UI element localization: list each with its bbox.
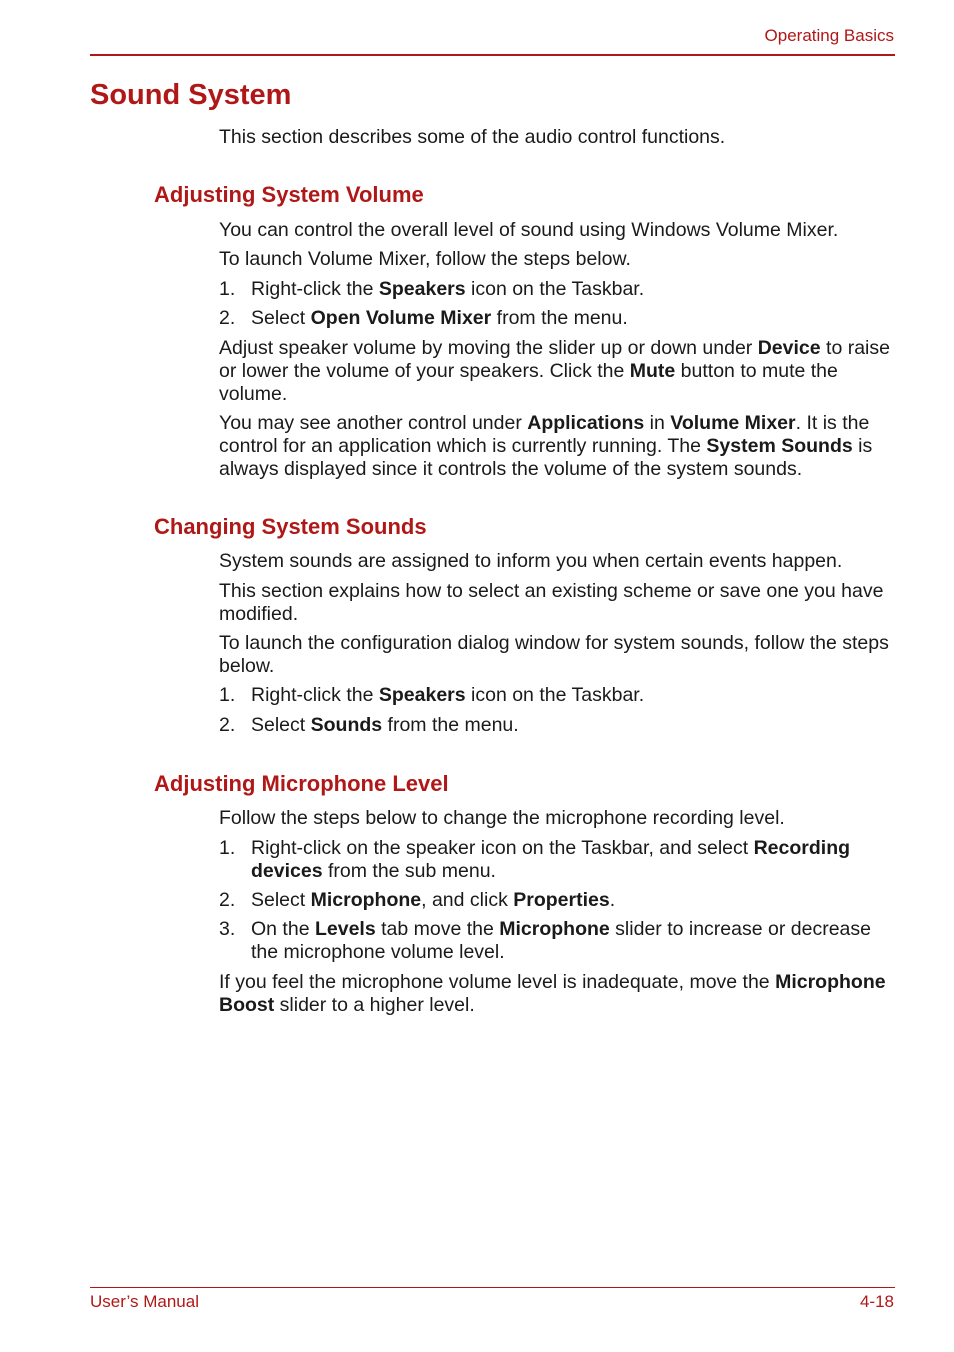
step-number: 1. <box>219 684 236 706</box>
page-title: Sound System <box>90 79 292 111</box>
volume-paragraph-3: Adjust speaker volume by moving the slider up or down under Device to raise or lower the volume of your speakers. Click the Mute button to mute the volume. <box>219 337 890 405</box>
step-number: 1. <box>219 837 236 859</box>
volume-step-2: 2. Select Open Volume Mixer from the menu. <box>219 307 628 329</box>
step-number: 2. <box>219 307 236 329</box>
step-number: 3. <box>219 918 236 940</box>
sounds-step-2: 2. Select Sounds from the menu. <box>219 714 519 736</box>
mic-paragraph-2: If you feel the microphone volume level is inadequate, move the Microphone Boost slider to a higher level. <box>219 971 886 1016</box>
sounds-paragraph-1: System sounds are assigned to inform you when certain events happen. <box>219 550 843 572</box>
sounds-step-1: 1. Right-click the Speakers icon on the Taskbar. <box>219 684 645 706</box>
step-number: 2. <box>219 889 236 911</box>
heading-microphone-level: Adjusting Microphone Level <box>154 771 449 796</box>
step-number: 2. <box>219 714 236 736</box>
running-header: Operating Basics <box>764 26 894 45</box>
mic-step-1: 1. Right-click on the speaker icon on the Taskbar, and select Recording devices from the sub menu. <box>219 837 851 882</box>
mic-step-2: 2. Select Microphone, and click Properties. <box>219 889 616 911</box>
sounds-paragraph-2: This section explains how to select an existing scheme or save one you have modified. <box>219 580 884 625</box>
heading-changing-sounds: Changing System Sounds <box>154 514 427 539</box>
volume-step-1: 1. Right-click the Speakers icon on the Taskbar. <box>219 278 645 300</box>
header-rule <box>90 54 895 56</box>
heading-adjusting-volume: Adjusting System Volume <box>154 182 424 207</box>
volume-paragraph-4: You may see another control under Applications in Volume Mixer. It is the control for an application which is currently running. The System Sounds is always displayed since it controls the volume of the system sounds. <box>219 412 873 480</box>
volume-paragraph-2: To launch Volume Mixer, follow the steps below. <box>219 248 631 270</box>
footer-rule <box>90 1287 895 1288</box>
mic-step-3: 3. On the Levels tab move the Microphone slider to increase or decrease the microphone volume level. <box>219 918 871 963</box>
mic-paragraph-1: Follow the steps below to change the microphone recording level. <box>219 807 785 829</box>
page-number: 4-18 <box>859 1292 894 1311</box>
footer-manual-label: User’s Manual <box>90 1292 199 1311</box>
step-number: 1. <box>219 278 236 300</box>
intro-paragraph: This section describes some of the audio control functions. <box>219 126 726 148</box>
volume-paragraph-1: You can control the overall level of sound using Windows Volume Mixer. <box>219 219 839 241</box>
sounds-paragraph-3: To launch the configuration dialog window for system sounds, follow the steps below. <box>219 632 889 677</box>
